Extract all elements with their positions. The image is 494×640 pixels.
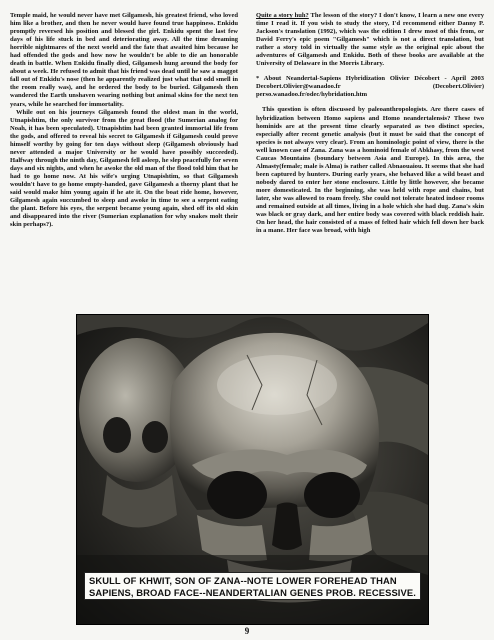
caption-line-2: SAPIENS, BROAD FACE--NEANDERTALIAN GENES PROB. RECESSIVE. (89, 586, 416, 598)
right-column (256, 12, 484, 235)
story-lead-in: Quite a story huh? (256, 12, 309, 19)
left-column (10, 12, 238, 229)
left-paragraph-1: Temple maid, he would never have met Gilgamesh, his greatest friend, who loved him like a brother, and then he never would have found true happiness. Enkidu promptly reversed his position and blessed the girl. Enkidu spent the last few days of his life stuck in bed and deteriorating away. All the time dreaming horrible nightmares of the next world and the fate that awaited him because he had offended the gods and how now he wouldn't be able to die an honorable death in battle. When Enkidu finally died, Gilgamesh hung around the body for about a week. He refused to admit that his friend was dead until he saw a maggot fall out of Enkidu's nose (then he apparently realized just what that odd smell in the room really was), and he ordered the body to be buried. Gilgamesh then wandered the Earth unshaven wearing nothing but animal skins for the next ten years, while he searched for immortality. (10, 12, 238, 108)
right-paragraph-1 (256, 12, 484, 68)
source-citation: * About Neandertal-Sapiens Hybridization Olivier Décobert - April 2003 Decobert.Olivier@wanadoo.fr (Decobert.Olivier) perso.wanadoo.fr/odec/hybridation.htm (256, 75, 484, 99)
right-paragraph-3: This question is often discussed by paleoanthropologists. Are there cases of hybridization between Homo sapiens and Homo neandertalensis? These two hominids are at the present time clearly separated as two distinct species, especially after recent genetic analysis (but it must be said that the concept of species is not always very clear). From an hominologic point of view, there is the well known case of Zana. Zana was a hominoid female of Abkhasy, from the west Caucas Mountains (boundary between Asia and Europe). In this area, the Almasty(female; male is Alma) is rather called Abnaouaiou. It seems that she had been captured by hunters. During early years, she behaved like a wild beast and nobody dared to enter her stone enclosure. Little by little however, she became more domesticated. In the beginning, she was held with rope and chains, but later, she was allowed to roam freely. She could not tolerate heated indoor rooms and remained outside at all times, living in a hole which she had dug. Zana's skin was black or gray dark, and her entire body was covered with black reddish hair. On her head, the hair consisted of a mass of felted hair which fell down her back in a mane. Her face was broad, with high (256, 106, 484, 235)
photo-caption (84, 572, 421, 600)
page-number: 9 (244, 626, 250, 636)
story-lesson-text: The lesson of the story? I don't know, I learn a new one every time I read it. If you wish to study the story, I'd recommend either Danny P. Jackson's translation (1992), which was the edition I drew most of this from, or David Ferry's epic poem "Gilgamesh" which is not a direct translation, but rather a story told in virtually the same style as the original epic about the adventures of Gilgamesh and Enkidu. Both of these books are available at the University of Delaware in the Morris Library. (256, 12, 485, 68)
left-paragraph-2: While out on his journeys Gilgamesh found the oldest man in the world, Utnapishtim, the only survivor from the great flood (the Sumerian analog for Noah, it has been speculated). Utnapishtim had been granted immortal life from the gods, and offered to reveal his secret to Gilgamesh if Gilgamesh could prove himself worthy by going for ten days without sleep (Gilgamesh obviously had never attended a major University or he would have possibly succeeded). Halfway through the ninth day, Gilgamesh fell asleep, he slep peacefully for seven days and six nights, and when he awoke the old man of the flood told him that he had to go home now. At his wife's urging Utnapishtim, so that Gilgamesh wouldn't have to go home empty-handed, gave Gilgamesh a thorny plant that he said would make him young again if he ate it. On the boat ride home, however, Gilgamesh again succumbed to sleep and awoke in time to see a serpent eating the plant. Before his eyes, the serpent became young again, shed off its old skin and disappeared into the river (Sumerian explanation for why snakes molt their skin perhaps?). (10, 108, 238, 229)
caption-line-1: SKULL OF KHWIT, SON OF ZANA--NOTE LOWER FOREHEAD THAN (89, 575, 397, 586)
